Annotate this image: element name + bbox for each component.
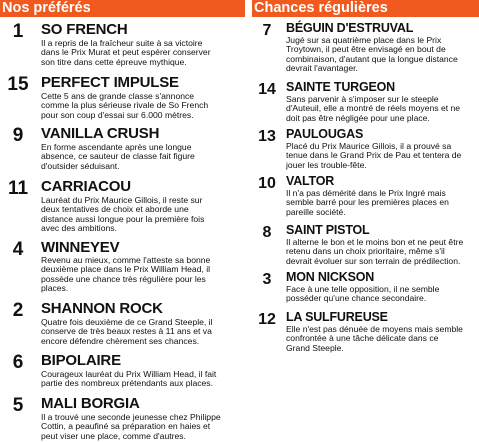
horse-number: 8 — [262, 224, 272, 241]
list-item — [252, 270, 479, 306]
horse-description: Sans parvenir à s'imposer sur le steeple d'Auteuil, elle a montré de réels moyens et ne doit pas être négligée pour une place. — [286, 94, 461, 123]
list-item — [252, 80, 479, 124]
horse-number: 6 — [12, 352, 24, 373]
horse-number: 10 — [258, 175, 276, 192]
list-item — [252, 223, 479, 267]
horse-name: WINNEYEV — [41, 239, 120, 256]
list-item — [0, 394, 245, 442]
horse-description: Face à une telle opposition, il ne semble posséder qu'une chance secondaire. — [286, 284, 440, 304]
horse-name: SAINT PISTOL — [286, 223, 370, 237]
horse-name: CARRIACOU — [41, 178, 131, 195]
section-header-regular-chances: Chances régulières — [252, 0, 479, 17]
horse-name: PERFECT IMPULSE — [41, 74, 179, 91]
list-item — [0, 350, 245, 390]
horse-name: BIPOLAIRE — [41, 352, 121, 369]
list-item — [0, 238, 245, 296]
horse-description: Elle n'est pas dénuée de moyens mais semble confrontée à une tâche délicate dans ce Grand Steeple. — [286, 324, 463, 353]
horse-number: 1 — [12, 21, 24, 42]
column-regular-chances — [252, 0, 479, 353]
horse-number: 12 — [258, 311, 276, 328]
horse-name: SO FRENCH — [41, 21, 128, 38]
horse-description: Courageux lauréat du Prix William Head, il fait partie des nombreux prétendants aux places. — [41, 369, 217, 389]
horse-number: 13 — [258, 128, 276, 145]
horse-name: SAINTE TURGEON — [286, 80, 396, 94]
list-item — [252, 310, 479, 354]
horse-description: Jugé sur sa quatrième place dans le Prix Troytown, il peut être envisagé en bout de combinaison, d'autant que la longue distance devrait l'avantager. — [286, 35, 458, 74]
list-item — [252, 127, 479, 171]
horse-number: 7 — [262, 22, 272, 39]
horse-description: Lauréat du Prix Maurice Gillois, il reste sur deux tentatives de choix et aborde une distance aussi longue pour la première fois avec des ambitions. — [41, 195, 205, 234]
list-item — [252, 174, 479, 218]
horse-number: 14 — [258, 81, 276, 98]
list-item — [0, 298, 245, 348]
horse-description: Placé du Prix Maurice Gillois, il a prouvé sa tenue dans le Grand Prix de Pau et tentera de jouer les trouble-fête. — [286, 141, 462, 170]
horse-number: 2 — [12, 300, 24, 321]
horse-description: Revenu au mieux, comme l'atteste sa bonne deuxième place dans le Prix William Head, il possède une chance très régulière pour les places. — [41, 255, 211, 294]
horse-description: Il a trouvé une seconde jeunesse chez Philippe Cottin, a peaufiné sa préparation en haies et peut viser une place, comme d'autres. — [41, 412, 221, 441]
horse-number: 3 — [262, 271, 272, 288]
horse-description: Il n'a pas démérité dans le Prix Ingré mais semble barré pour les premières places en pareille société. — [286, 188, 449, 217]
horse-name: BÉGUIN D'ESTRUVAL — [286, 21, 414, 35]
list-item — [0, 176, 245, 236]
horse-number: 15 — [7, 74, 29, 95]
horse-number: 5 — [12, 395, 24, 416]
list-item — [0, 124, 245, 174]
horse-number: 9 — [12, 125, 24, 146]
horse-number: 11 — [7, 178, 29, 199]
horse-name: MALI BORGIA — [41, 395, 140, 412]
horse-description: Il a repris de la fraîcheur suite à sa victoire dans le Prix Murat et peut espérer conserver son titre dans cette épreuve mythique. — [41, 38, 211, 67]
horse-name: LA SULFUREUSE — [286, 310, 388, 324]
horse-number: 4 — [12, 239, 24, 260]
horse-description: Il alterne le bon et le moins bon et ne peut être retenu dans un choix prioritaire, même s'il devrait évoluer sur son terrain de prédilection. — [286, 237, 464, 266]
horse-name: VANILLA CRUSH — [41, 125, 160, 142]
list-item — [252, 20, 479, 76]
horse-name: VALTOR — [286, 174, 335, 188]
horse-name: PAULOUGAS — [286, 127, 364, 141]
horse-description: Quatre fois deuxième de ce Grand Steeple, il conserve de très beaux restes à 11 ans et va encore défendre chèrement ses chances. — [41, 317, 213, 346]
horse-description: Cette 5 ans de grande classe s'annonce comme la plus sérieuse rivale de So French pour son coup d'essai sur 6.000 mètres. — [41, 91, 209, 120]
horse-description: En forme ascendante après une longue absence, ce sauteur de classe fait figure d'outsider séduisant. — [41, 142, 195, 171]
list-item — [0, 20, 245, 70]
horse-name: SHANNON ROCK — [41, 300, 163, 317]
list-item — [0, 72, 245, 122]
horse-name: MON NICKSON — [286, 270, 375, 284]
section-header-favorites: Nos préférés — [0, 0, 245, 17]
